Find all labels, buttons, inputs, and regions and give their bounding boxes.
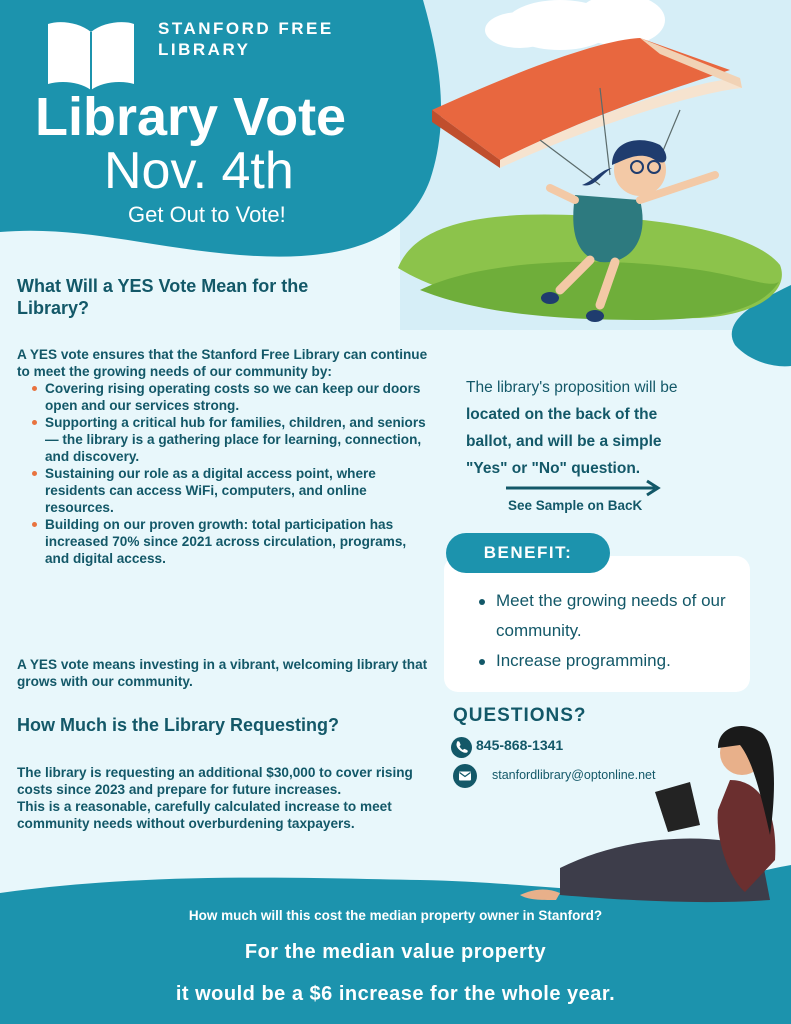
benefit-list	[444, 586, 776, 676]
request-para-1: The library is requesting an additional $30,000 to cover rising costs since 2023 and prepare for future increases.	[17, 765, 413, 797]
list-item: Covering rising operating costs so we can keep our doors open and our services strong.	[45, 380, 429, 414]
request-body	[17, 764, 431, 832]
proposition-line-1: The library's proposition will be	[466, 379, 678, 396]
see-sample-link[interactable]: See Sample on BacK	[508, 498, 643, 513]
proposition-line-2: located on the back of the	[466, 406, 658, 423]
benefit-card	[444, 556, 750, 692]
proposition-line-4: "Yes" or "No" question.	[466, 460, 641, 477]
request-heading: How Much is the Library Requesting?	[17, 715, 340, 735]
yes-bullet-list	[17, 380, 429, 567]
list-item: Sustaining our role as a digital access point, where residents can access WiFi, computers, and online resources.	[45, 465, 429, 516]
list-item: Increase programming.	[496, 646, 776, 676]
proposition-line-3: ballot, and will be a simple	[466, 433, 662, 450]
cost-question: How much will this cost the median property owner in Stanford?	[188, 908, 603, 923]
list-item: Supporting a critical hub for families, children, and seniors — the library is a gathering place for learning, connection, and discovery.	[45, 414, 429, 465]
yes-heading-line-1: What Will a YES Vote Mean for the	[17, 276, 309, 296]
yes-heading	[17, 275, 397, 319]
mail-icon	[453, 764, 477, 788]
phone-number[interactable]: 845-868-1341	[476, 737, 564, 753]
list-item: Building on our proven growth: total participation has increased 70% since 2021 across circulation, programs, and digital access.	[45, 516, 429, 567]
questions-heading: QUESTIONS?	[453, 705, 587, 726]
vote-date: Nov. 4th	[104, 142, 294, 200]
yes-intro: A YES vote ensures that the Stanford Free Library can continue to meet the growing needs of our community by:	[17, 347, 428, 379]
brand-line-1: STANFORD FREE	[158, 19, 334, 38]
cost-answer-line-2: it would be a $6 increase for the whole year.	[175, 983, 616, 1005]
yes-body	[17, 346, 429, 567]
phone-icon	[451, 737, 472, 758]
list-item: Meet the growing needs of our community.	[496, 586, 776, 646]
yes-closing: A YES vote means investing in a vibrant, welcoming library that grows with our community.	[17, 657, 428, 689]
request-para-2: This is a reasonable, carefully calculated increase to meet community needs without overburdening taxpayers.	[17, 799, 392, 831]
yes-heading-line-2: Library?	[17, 298, 90, 318]
cost-answer-line-1: For the median value property	[244, 941, 547, 963]
proposition-info	[466, 374, 766, 482]
brand-line-2: LIBRARY	[158, 40, 251, 59]
email-link[interactable]: stanfordlibrary@optonline.net	[492, 768, 656, 782]
page-title: Library Vote	[35, 87, 347, 147]
library-brand	[158, 18, 334, 60]
open-book-icon	[44, 12, 138, 94]
benefit-label: BENEFIT:	[446, 533, 610, 573]
subtitle: Get Out to Vote!	[128, 202, 286, 227]
